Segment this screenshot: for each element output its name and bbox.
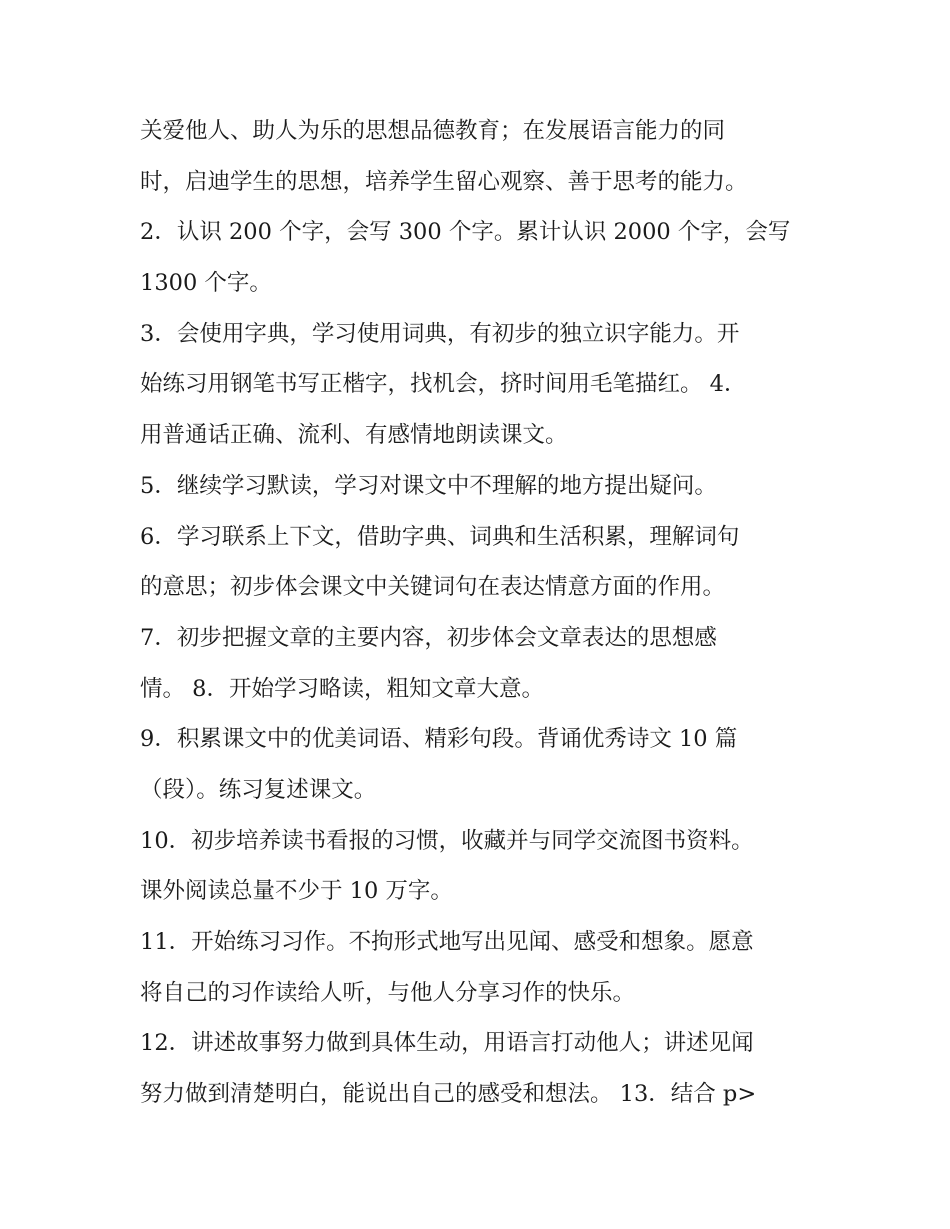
text-line: 7．初步把握文章的主要内容，初步体会文章表达的思想感	[140, 624, 717, 651]
text-line: 用普通话正确、流利、有感情地朗读课文。	[140, 422, 568, 449]
text-line: 努力做到清楚明白，能说出自己的感受和想法。 13．结合 p>	[140, 1081, 757, 1108]
text-line: 11．开始练习习作。不拘形式地写出见闻、感受和想象。愿意	[140, 929, 754, 955]
text-line: 1300 个字。	[140, 270, 272, 297]
text-line: 将自己的习作读给人听，与他人分享习作的快乐。	[140, 979, 636, 1006]
text-line: 3．会使用字典，学习使用词典，有初步的独立识字能力。开	[140, 320, 740, 347]
text-line: 的意思；初步体会课文中关键词句在表达情意方面的作用。	[140, 574, 726, 601]
text-line: 时，启迪学生的思想，培养学生留心观察、善于思考的能力。	[140, 168, 748, 195]
text-line: 2．认识 200 个字，会写 300 个字。累计认识 2000 个字，会写	[140, 219, 791, 246]
text-line: 9．积累课文中的优美词语、精彩句段。背诵优秀诗文 10 篇	[140, 726, 738, 753]
text-line: （段）。练习复述课文。	[140, 776, 377, 803]
text-line: 6．学习联系上下文，借助字典、词典和生活积累，理解词句	[140, 523, 740, 550]
text-line: 10．初步培养读书看报的习惯，收藏并与同学交流图书资料。	[140, 827, 754, 854]
text-line: 情。 8．开始学习略读，粗知文章大意。	[140, 675, 544, 702]
text-line: 5．继续学习默读，学习对课文中不理解的地方提出疑问。	[140, 472, 717, 499]
text-line: 关爱他人、助人为乐的思想品德教育；在发展语言能力的同	[140, 118, 726, 144]
text-line: 始练习用钢笔书写正楷字，找机会，挤时间用毛笔描红。 4．	[140, 371, 747, 398]
document-body	[140, 106, 820, 1120]
text-line: 12．讲述故事努力做到具体生动，用语言打动他人；讲述见闻	[140, 1030, 754, 1057]
text-line: 课外阅读总量不少于 10 万字。	[140, 878, 453, 905]
